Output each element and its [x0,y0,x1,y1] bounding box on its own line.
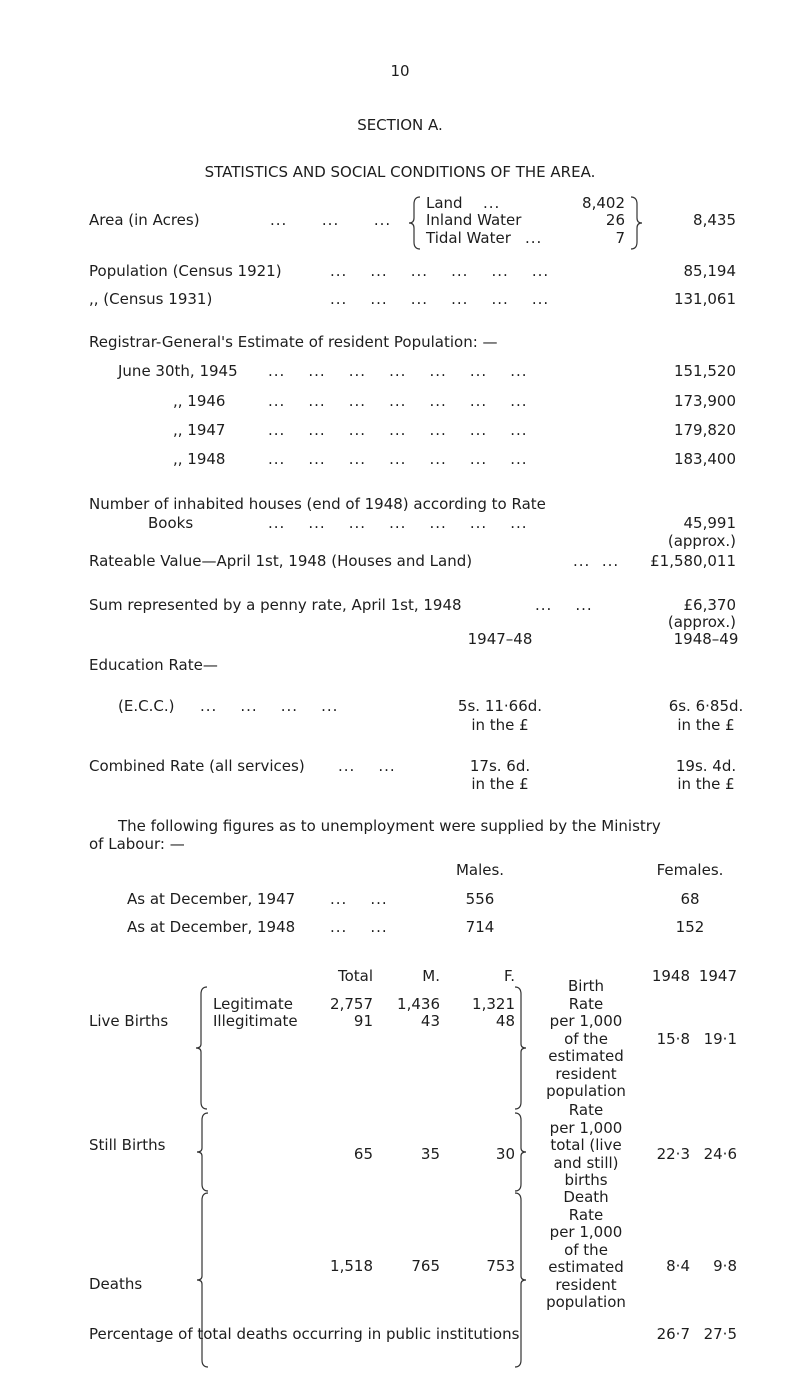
page-number: 10 [390,62,410,80]
leader-dots: ... ... ... ... [200,697,339,715]
ecc-in-pound: in the £ [677,716,735,734]
legitimate-f: 1,321 [472,995,515,1013]
unemployment-row-label: As at December, 1947 [127,890,296,908]
area-total: 8,435 [693,211,736,229]
leader-dots: ... ... ... ... ... ... ... [268,392,528,410]
institutions-1947: 27·5 [703,1325,737,1343]
still-rate-desc: births [564,1171,608,1189]
ecc-in-pound: in the £ [471,716,529,734]
census-1921-value: 85,194 [683,262,736,280]
males-header: Males. [455,861,505,879]
leader-dots: ... ... ... ... ... ... ... [268,514,528,532]
houses-note: (approx.) [667,532,736,550]
death-rate-desc: Rate [568,1206,604,1224]
unemployment-females: 68 [680,890,700,908]
deaths-f: 753 [486,1257,515,1275]
still-rate-desc: Rate [568,1101,604,1119]
death-rate-1948: 8·4 [666,1257,690,1275]
still-births-total: 65 [353,1145,373,1163]
unemployment-males: 556 [465,890,495,908]
leader-dots: ... ... ... ... ... ... ... [268,421,528,439]
col-total: Total [337,967,373,985]
houses-line1: Number of inhabited houses (end of 1948) according to Rate [89,495,546,513]
houses-value: 45,991 [683,514,736,532]
death-rate-desc: population [546,1293,626,1311]
rates-col-1947-48: 1947–48 [467,630,533,648]
death-rate-desc: estimated [548,1258,624,1276]
col-1948: 1948 [651,967,690,985]
estimate-row-label: June 30th, 1945 [118,362,238,380]
right-brace [514,986,528,1110]
institutions-1948: 26·7 [656,1325,690,1343]
unemployment-females: 152 [675,918,705,936]
inland-water-value: 26 [605,211,625,229]
left-brace [196,1112,210,1192]
deaths-m: 765 [411,1257,440,1275]
combined-rate-1947: 17s. 6d. [469,757,531,775]
unemployment-intro: The following figures as to unemployment were supplied by the Ministry [118,817,661,835]
leader-dots: ... ... [573,552,620,570]
estimate-row-value: 183,400 [673,450,736,468]
combined-in-pound: in the £ [471,775,529,793]
birth-rate-desc: estimated [548,1047,624,1065]
birth-rate-1948: 15·8 [656,1030,690,1048]
estimate-row-label: ,, 1948 [173,450,226,468]
rateable-value: £1,580,011 [650,552,736,570]
illegitimate-label: Illegitimate [213,1012,298,1030]
penny-rate-note: (approx.) [667,613,736,631]
penny-rate-label: Sum represented by a penny rate, April 1st, 1948 [89,596,462,614]
still-rate-1948: 22·3 [656,1145,690,1163]
leader-dots: ... [525,229,543,247]
leader-dots: ... ... ... ... ... ... [330,262,550,280]
estimate-row-value: 179,820 [673,421,736,439]
leader-dots: ... ... [338,757,396,775]
still-births-m: 35 [420,1145,440,1163]
leader-dots: ... ... ... ... ... ... ... [268,450,528,468]
education-rate-label: Education Rate— [89,656,218,674]
section-title: SECTION A. [357,116,443,134]
still-rate-desc: per 1,000 [549,1119,623,1137]
unemployment-intro-cont: of Labour: — [89,835,185,853]
females-header: Females. [656,861,724,879]
birth-rate-desc: Rate [568,995,604,1013]
land-value: 8,402 [582,194,625,212]
still-rate-desc: total (live [550,1136,622,1154]
census-1931-value: 131,061 [673,290,736,308]
live-births-label: Live Births [89,1012,169,1030]
death-rate-1947: 9·8 [713,1257,737,1275]
combined-rate-1948: 19s. 4d. [675,757,737,775]
deaths-label: Deaths [89,1275,143,1293]
col-f: F. [504,967,515,985]
death-rate-desc: resident [555,1276,617,1294]
leader-dots: ... ... ... [270,211,392,229]
ecc-rate-1947: 5s. 11·66d. [457,697,543,715]
leader-dots: ... ... [330,890,388,908]
birth-rate-desc: Birth [567,977,604,995]
illegitimate-m: 43 [420,1012,440,1030]
leader-dots: ... ... ... ... ... ... ... [268,362,528,380]
estimate-row-value: 151,520 [673,362,736,380]
legitimate-label: Legitimate [213,995,293,1013]
leader-dots: ... [483,194,501,212]
leader-dots: ... ... ... ... ... ... [330,290,550,308]
still-rate-1947: 24·6 [703,1145,737,1163]
illegitimate-f: 48 [495,1012,515,1030]
col-1947: 1947 [698,967,737,985]
left-brace [408,196,422,250]
unemployment-males: 714 [465,918,495,936]
estimate-row-label: ,, 1947 [173,421,226,439]
death-rate-desc: of the [564,1241,608,1259]
estimate-row-value: 173,900 [673,392,736,410]
rates-col-1948-49: 1948–49 [673,630,739,648]
birth-rate-desc: resident [555,1065,617,1083]
birth-rate-1947: 19·1 [703,1030,737,1048]
still-births-f: 30 [495,1145,515,1163]
birth-rate-desc: per 1,000 [549,1012,623,1030]
combined-rate-label: Combined Rate (all services) [89,757,305,775]
estimate-row-label: ,, 1946 [173,392,226,410]
section-subtitle: STATISTICS AND SOCIAL CONDITIONS OF THE AREA. [204,163,596,181]
combined-in-pound: in the £ [677,775,735,793]
census-1921-label: Population (Census 1921) [89,262,282,280]
census-1931-label: ,, (Census 1931) [89,290,213,308]
tidal-water-label: Tidal Water [426,229,511,247]
ecc-rate-1948: 6s. 6·85d. [668,697,744,715]
death-rate-desc: Death [563,1188,609,1206]
birth-rate-desc: population [546,1082,626,1100]
right-brace [514,1112,528,1192]
rateable-label: Rateable Value—April 1st, 1948 (Houses and Land) [89,552,473,570]
houses-line2: Books [148,514,194,532]
penny-rate-value: £6,370 [683,596,736,614]
still-births-label: Still Births [89,1136,166,1154]
legitimate-m: 1,436 [397,995,440,1013]
ecc-label: (E.C.C.) [118,697,175,715]
tidal-water-value: 7 [615,229,625,247]
leader-dots: ... ... [535,596,593,614]
estimate-heading: Registrar-General's Estimate of resident Population: — [89,333,498,351]
col-m: M. [422,967,440,985]
institutions-label: Percentage of total deaths occurring in public institutions [89,1325,520,1343]
birth-rate-desc: of the [564,1030,608,1048]
deaths-total: 1,518 [330,1257,373,1275]
death-rate-desc: per 1,000 [549,1223,623,1241]
area-label: Area (in Acres) [89,211,200,229]
left-brace [195,986,209,1110]
legitimate-total: 2,757 [330,995,373,1013]
inland-water-label: Inland Water [426,211,522,229]
land-label: Land [426,194,463,212]
unemployment-row-label: As at December, 1948 [127,918,296,936]
illegitimate-total: 91 [353,1012,373,1030]
leader-dots: ... ... [330,918,388,936]
still-rate-desc: and still) [553,1154,619,1172]
